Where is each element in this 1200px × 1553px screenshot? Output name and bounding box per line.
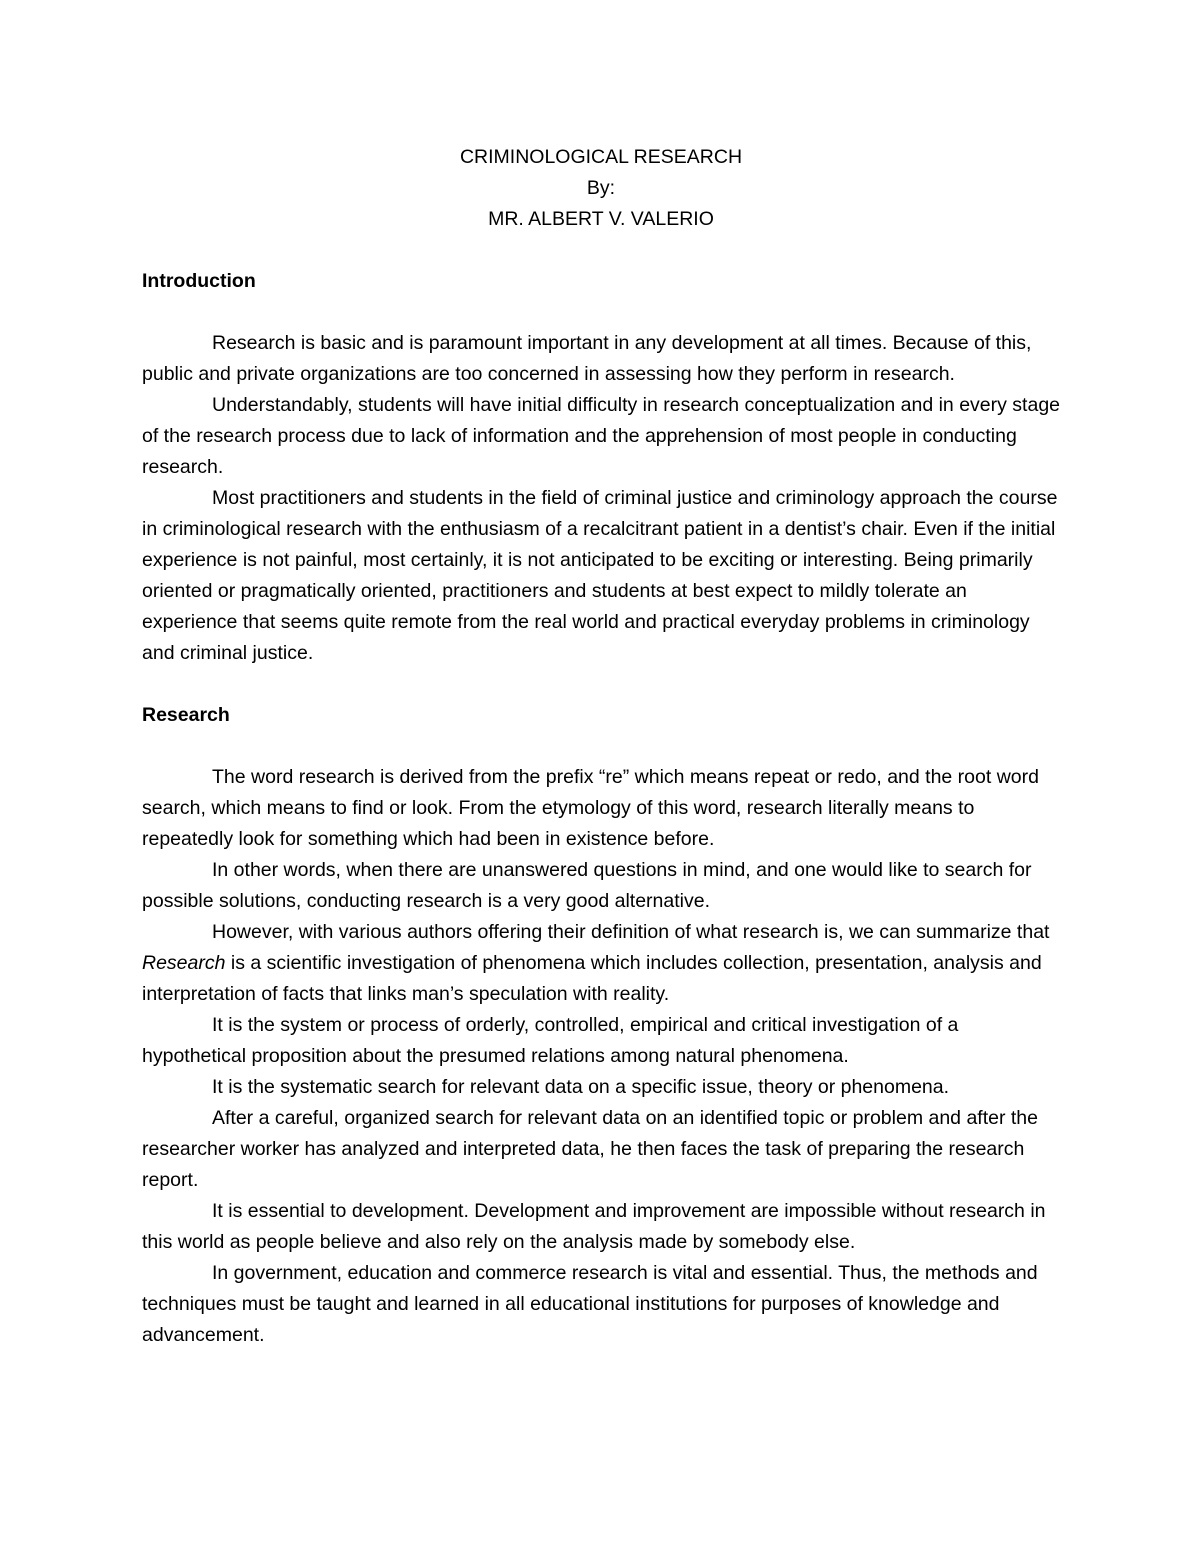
paragraph: Understandably, students will have initial difficulty in research conceptualization and in every stage of the research process due to lack of information and the apprehension of most people in conducting research. <box>142 394 1061 478</box>
text-run: However, with various authors offering their definition of what research is, we can summarize that <box>212 921 1050 943</box>
text-run: is a scientific investigation of phenomena which includes collection, presentation, analysis and interpretation of facts that links man’s speculation with reality. <box>142 952 1042 1005</box>
paragraph-definition <box>142 917 1060 1010</box>
by-label: By: <box>586 177 616 199</box>
paragraph: In government, education and commerce research is vital and essential. Thus, the methods and techniques must be taught and learned in all educational institutions for purposes of knowledge and advancement. <box>142 1262 1038 1346</box>
paragraph: It is the system or process of orderly, controlled, empirical and critical investigation of a hypothetical proposition about the presumed relations among natural phenomena. <box>142 1014 959 1067</box>
title-block <box>142 142 1060 235</box>
section-research <box>142 700 1060 1351</box>
paragraph: Most practitioners and students in the field of criminal justice and criminology approach the course in criminological research with the enthusiasm of a recalcitrant patient in a dentist’s chair. Even if the initial experience is not painful, most certainly, it is not anticipated to be exciting or interesting. Being primarily oriented or pragmatically oriented, practitioners and students at best expect to mildly tolerate an experience that seems quite remote from the real world and practical everyday problems in criminology and criminal justice. <box>142 487 1058 664</box>
paragraph: After a careful, organized search for relevant data on an identified topic or problem and after the researcher worker has analyzed and interpreted data, he then faces the task of preparing the research report. <box>142 1107 1038 1191</box>
document-title: CRIMINOLOGICAL RESEARCH <box>459 146 743 168</box>
section-heading: Research <box>142 704 230 726</box>
paragraph: Research is basic and is paramount important in any development at all times. Because of this, public and private organizations are too concerned in assessing how they perform in research. <box>142 332 1032 385</box>
author-name: MR. ALBERT V. VALERIO <box>488 208 714 230</box>
paragraph: It is essential to development. Development and improvement are impossible without research in this world as people believe and also rely on the analysis made by somebody else. <box>142 1200 1046 1253</box>
section-heading: Introduction <box>142 270 256 292</box>
paragraph: In other words, when there are unanswered questions in mind, and one would like to search for possible solutions, conducting research is a very good alternative. <box>142 859 1032 912</box>
emphasized-term: Research <box>142 952 226 974</box>
document-page <box>142 142 1060 1351</box>
section-introduction <box>142 266 1060 669</box>
paragraph: The word research is derived from the prefix “re” which means repeat or redo, and the root word search, which means to find or look. From the etymology of this word, research literally means to repeatedly look for something which had been in existence before. <box>142 766 1039 850</box>
paragraph: It is the systematic search for relevant data on a specific issue, theory or phenomena. <box>212 1076 950 1098</box>
